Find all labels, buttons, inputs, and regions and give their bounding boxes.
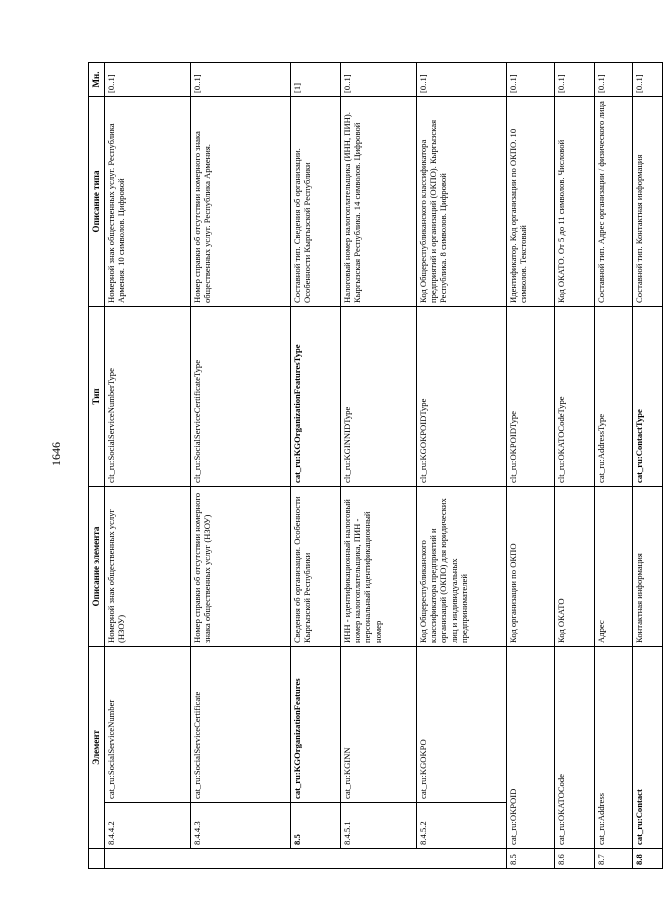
type-name: cat_ru:AddressType (594, 306, 632, 486)
rotated-page-content (88, 63, 644, 869)
row-number: 8.5 (506, 849, 554, 869)
element-description: Адрес (594, 486, 632, 646)
row-number: 8.4.5.2 (416, 803, 506, 849)
type-name: clt_ru:SocialServiceNumberType (104, 306, 190, 486)
multiplicity: [0..1] (506, 62, 554, 96)
header-row (89, 62, 105, 868)
element-desc-header: Описание элемента (89, 486, 105, 646)
table-row (416, 62, 506, 868)
table-row (632, 62, 662, 868)
multiplicity: [0..1] (190, 62, 290, 96)
element-description: Контактная информация (632, 486, 662, 646)
table-row (104, 62, 190, 868)
type-description: Налоговый номер налогоплательщика (ИНН, ПИН). Кыргызская Республика. 14 символов. Цифровой (340, 96, 416, 306)
row-number: 8.5 (290, 803, 340, 849)
table-row (290, 62, 340, 868)
row-number: 8.8 (632, 849, 662, 869)
multiplicity: [0..1] (554, 62, 594, 96)
multiplicity: [1] (290, 62, 340, 96)
type-name: clt_ru:KGOKPOIDType (416, 306, 506, 486)
type-description: Код ОКАТО. От 5 до 11 символов. Числовой (554, 96, 594, 306)
type-name: cat_ru:KGOrganizationFeaturesType (290, 306, 340, 486)
type-description: Код Общереспубликанского классификатора предприятий и организаций (ОКПО). Кыргызская Республика. 8 символов. Цифровой (416, 96, 506, 306)
table-row (554, 62, 594, 868)
indent-cell (190, 849, 290, 869)
element-header: Элемент (89, 646, 105, 848)
type-name: clt_ru:SocialServiceCertificateType (190, 306, 290, 486)
indent-cell (290, 849, 340, 869)
element-description: Сведения об организации. Особенности Кыргызской Республики (290, 486, 340, 646)
row-number: 8.6 (554, 849, 594, 869)
table-row (506, 62, 554, 868)
multiplicity: [0..1] (594, 62, 632, 96)
table-row (190, 62, 290, 868)
page-number: 1646 (49, 442, 63, 466)
element-description: Код организации по ОКПО (506, 486, 554, 646)
element-name: cat_ru:Contact (632, 646, 662, 848)
multiplicity: [0..1] (104, 62, 190, 96)
element-description: Номерной знак общественных услуг (НЗОУ) (104, 486, 190, 646)
multiplicity: [0..1] (416, 62, 506, 96)
element-description: Код Общереспубликанского классификатора предприятий и организаций (ОКПО) для юридических лиц и индивидуальных предпринимателей (416, 486, 506, 646)
type-header: Тип (89, 306, 105, 486)
type-name: cat_ru:ContactType (632, 306, 662, 486)
row-number: 8.7 (594, 849, 632, 869)
element-description: ИНН - идентификационный налоговый номер налогоплательщика, ПИН - персональный идентификационный номер (340, 486, 416, 646)
row-number: 8.4.5.1 (340, 803, 416, 849)
element-name: cat_ru:KGOKPO (416, 646, 506, 802)
type-description: Составной тип. Сведения об организации. Особенности Кыргызской Республики (290, 96, 340, 306)
indent-header (89, 849, 105, 869)
type-description: Составной тип. Контактная информация (632, 96, 662, 306)
element-name: cat_ru:KGOrganizationFeatures (290, 646, 340, 802)
element-name: cat_ru:KGINN (340, 646, 416, 802)
type-description: Составной тип. Адрес организации / физического лица (594, 96, 632, 306)
multiplicity: [0..1] (340, 62, 416, 96)
row-number: 8.4.4.3 (190, 803, 290, 849)
type-name: clt_ru:OKATOCodeType (554, 306, 594, 486)
element-description: Код ОКАТО (554, 486, 594, 646)
element-name: cat_ru:OKATOCode (554, 646, 594, 848)
indent-cell (340, 849, 416, 869)
type-name: clt_ru:OKPOIDType (506, 306, 554, 486)
type-description: Идентификатор. Код организации по ОКПО. 10 символов. Текстовый (506, 96, 554, 306)
type-description: Номерной знак общественных услуг. Республика Армения. 10 символов. Цифровой (104, 96, 190, 306)
table-row (594, 62, 632, 868)
indent-cell (104, 849, 190, 869)
type-name: clt_ru:KGINNIDType (340, 306, 416, 486)
element-name: cat_ru:SocialServiceNumber (104, 646, 190, 802)
element-name: cat_ru:OKPOID (506, 646, 554, 848)
type-desc-header: Описание типа (89, 96, 105, 306)
indent-cell (416, 849, 506, 869)
element-name: cat_ru:Address (594, 646, 632, 848)
row-number: 8.4.4.2 (104, 803, 190, 849)
multiplicity: [0..1] (632, 62, 662, 96)
table-row (340, 62, 416, 868)
type-description: Номер справки об отсутствии номерного знака общественных услуг. Республика Армения. (190, 96, 290, 306)
element-name: cat_ru:SocialServiceCertificate (190, 646, 290, 802)
multiplicity-header: Мн. (89, 62, 105, 96)
schema-table (88, 62, 663, 869)
element-description: Номер справки об отсутствии номерного знака общественных услуг (НЗОУ) (190, 486, 290, 646)
